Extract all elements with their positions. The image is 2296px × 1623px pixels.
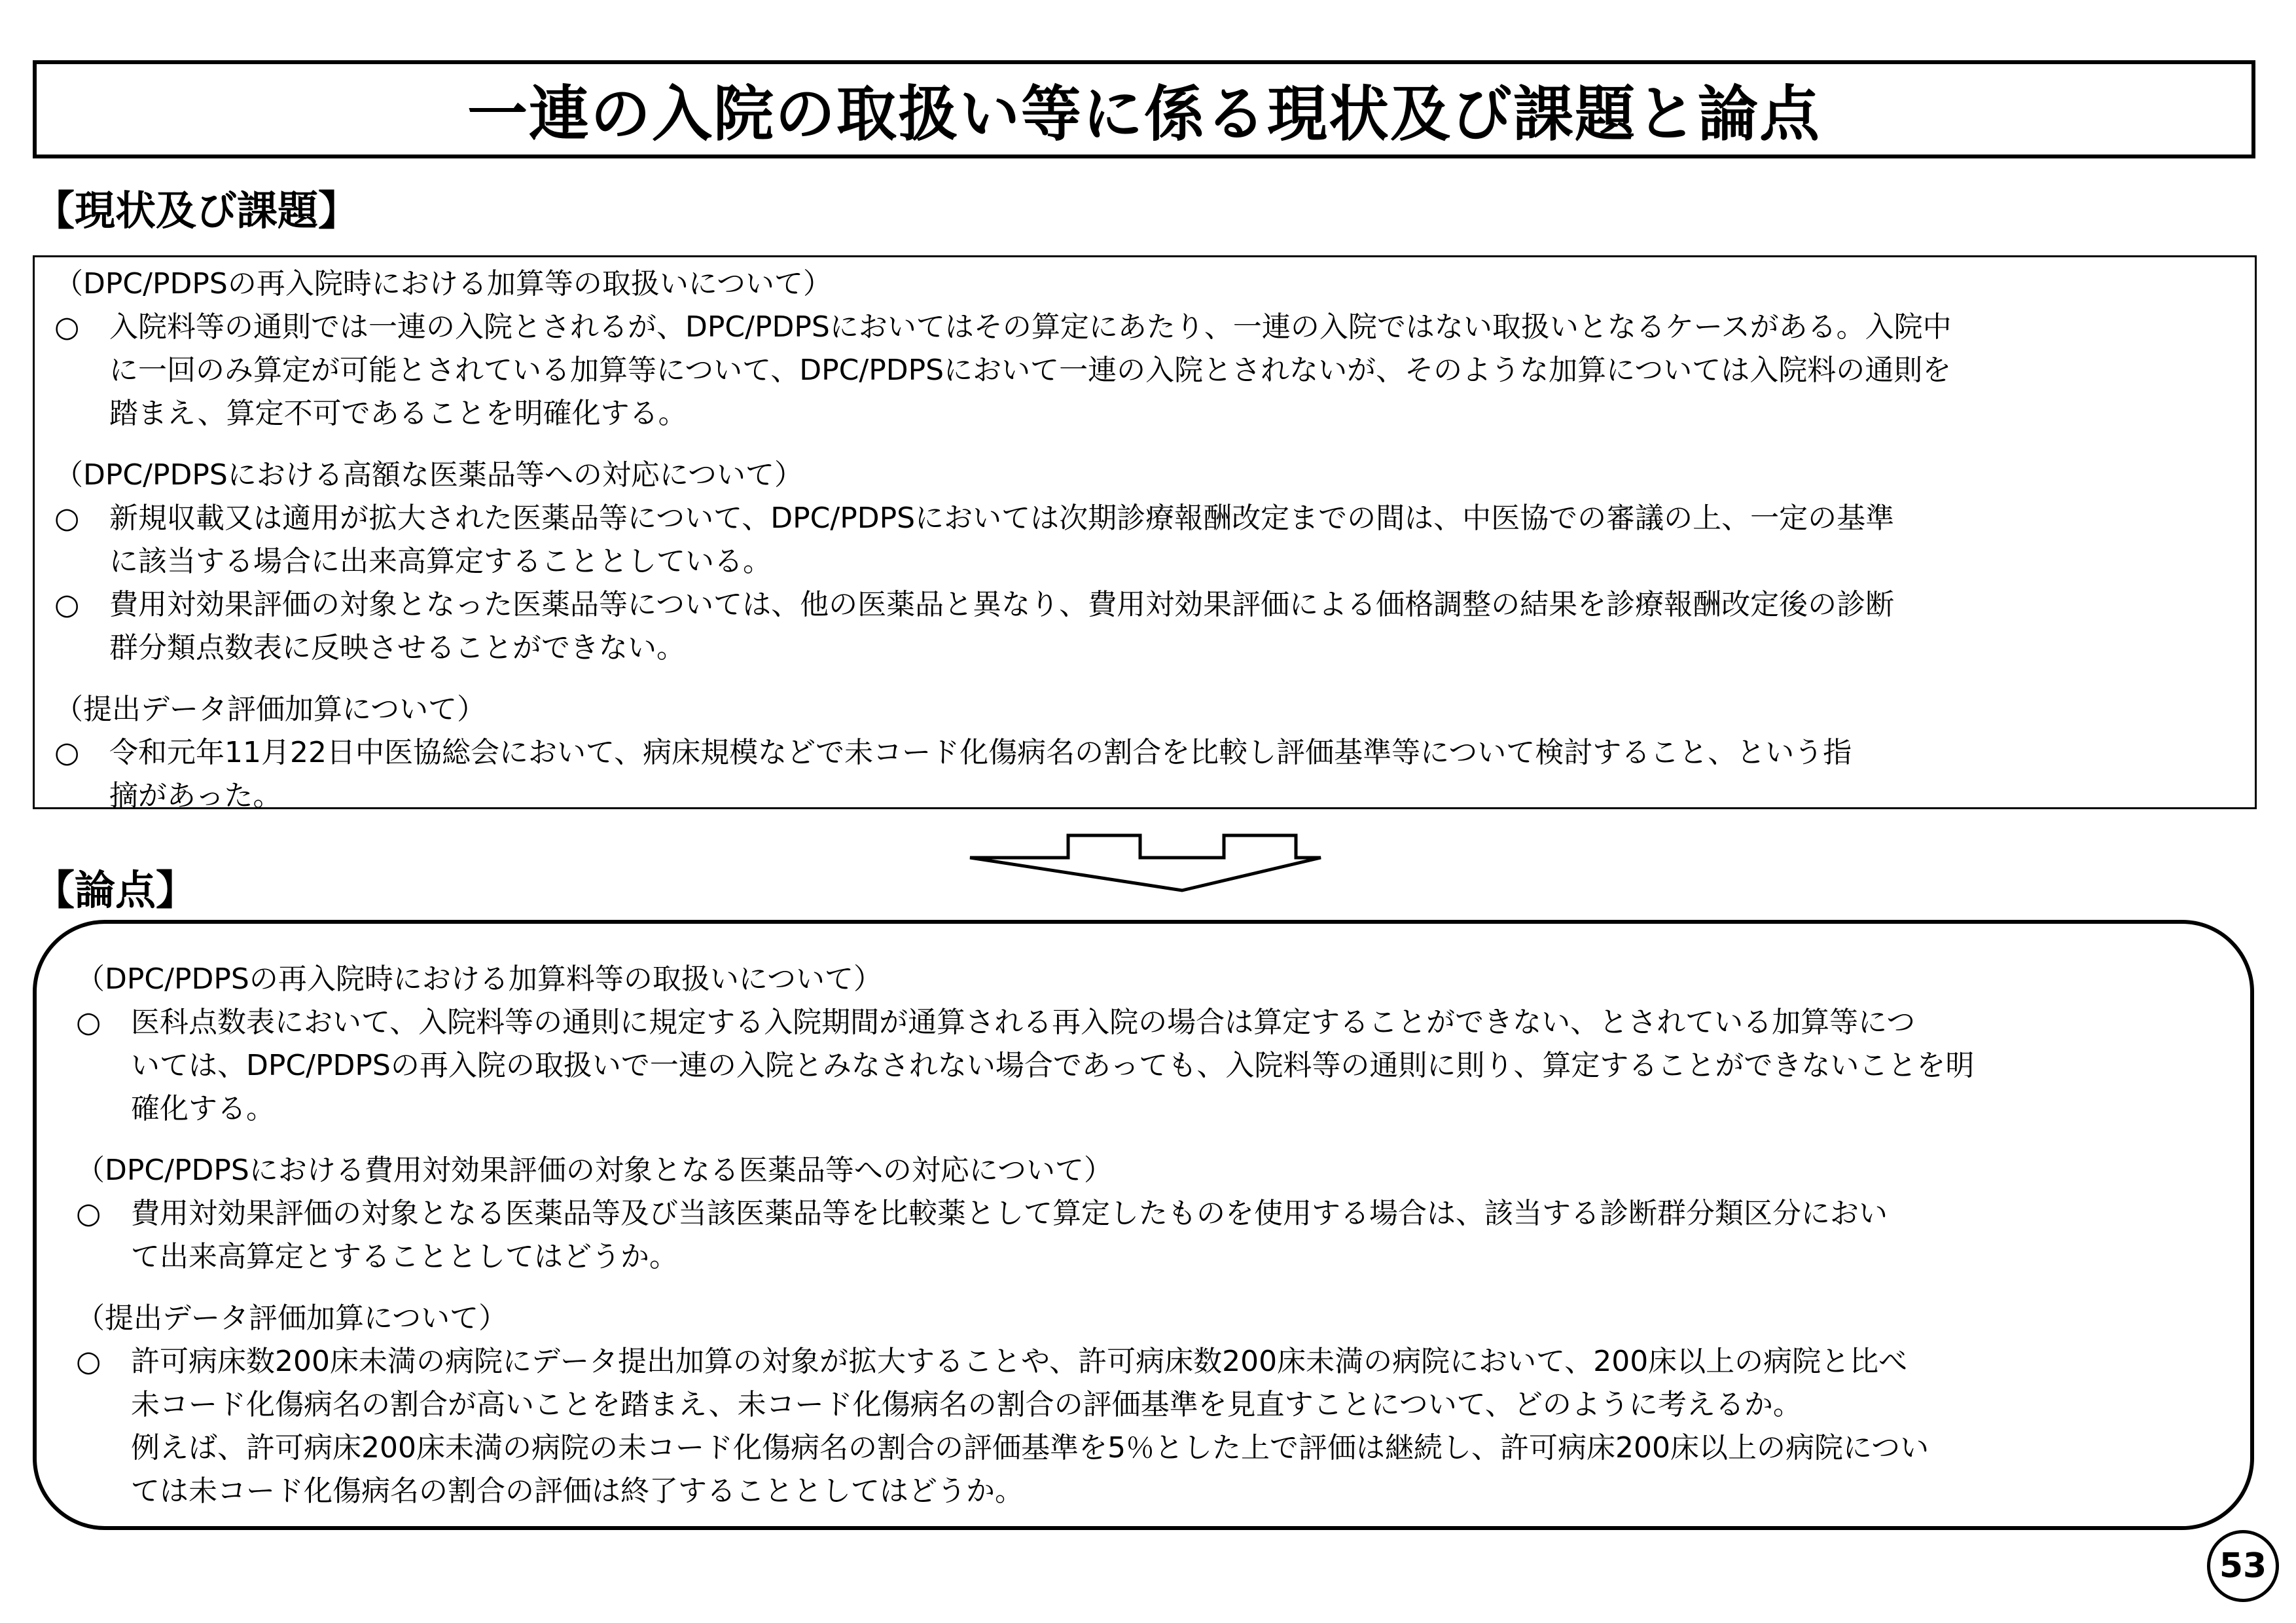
bullet-circle-icon: ○ bbox=[54, 310, 80, 344]
title-box bbox=[33, 60, 2255, 158]
page-number-badge bbox=[2207, 1530, 2279, 1602]
bullet-item bbox=[54, 731, 2235, 818]
bullet-line: に一回のみ算定が可能とされている加算等について、DPC/PDPSにおいて一連の入院とされないが、そのような加算については入院料の通則を bbox=[109, 354, 1952, 387]
topic bbox=[76, 1297, 2211, 1513]
bullet-item bbox=[76, 1001, 2211, 1131]
bullet-line: 確化する。 bbox=[131, 1092, 275, 1125]
bullet-line: 踏まえ、算定不可であることを明確化する。 bbox=[109, 397, 687, 430]
topic bbox=[54, 688, 2235, 818]
bullet-circle-icon: ○ bbox=[76, 1345, 101, 1378]
bullet-line: ては未コード化傷病名の割合の評価は終了することとしてはどうか。 bbox=[131, 1474, 1024, 1508]
bullet-circle-icon: ○ bbox=[76, 1006, 101, 1039]
topic bbox=[54, 263, 2235, 435]
bullet-text bbox=[131, 1001, 2211, 1131]
topic-heading: （DPC/PDPSの再入院時における加算等の取扱いについて） bbox=[54, 267, 832, 301]
bullet-line: に該当する場合に出来高算定することとしている。 bbox=[109, 545, 772, 578]
bullet-line: 費用対効果評価の対象となった医薬品等については、他の医薬品と異なり、費用対効果評価による価格調整の結果を診療報酬改定後の診断 bbox=[109, 588, 1895, 621]
topic-heading: （提出データ評価加算について） bbox=[76, 1302, 508, 1335]
bullet-text bbox=[109, 583, 2235, 670]
bullet-line: 医科点数表において、入院料等の通則に規定する入院期間が通算される再入院の場合は算定することができない、とされている加算等につ bbox=[131, 1006, 1916, 1039]
topic-heading: （提出データ評価加算について） bbox=[54, 693, 486, 726]
bullet-text bbox=[109, 731, 2235, 818]
bullet-line: 摘があった。 bbox=[109, 779, 282, 812]
bullet-line: 令和元年11月22日中医協総会において、病床規模などで未コード化傷病名の割合を比較し評価基準等について検討すること、という指 bbox=[109, 736, 1852, 769]
bullet-item bbox=[76, 1340, 2211, 1513]
bullet-line: 新規収載又は適用が拡大された医薬品等について、DPC/PDPSにおいては次期診療報酬改定までの間は、中医協での審議の上、一定の基準 bbox=[109, 501, 1895, 535]
bullet-item bbox=[54, 497, 2235, 583]
topic-heading: （DPC/PDPSにおける費用対効果評価の対象となる医薬品等への対応について） bbox=[76, 1154, 1113, 1187]
page-number: 53 bbox=[2219, 1546, 2267, 1586]
bullet-text bbox=[109, 306, 2235, 435]
bullet-line: 入院料等の通則では一連の入院とされるが、DPC/PDPSにおいてはその算定にあたり、一連の入院ではない取扱いとなるケースがある。入院中 bbox=[109, 310, 1952, 344]
bullet-line: 費用対効果評価の対象となる医薬品等及び当該医薬品等を比較薬として算定したものを使用する場合は、該当する診断群分類区分におい bbox=[131, 1197, 1888, 1230]
bullet-line: 未コード化傷病名の割合が高いことを踏まえ、未コード化傷病名の割合の評価基準を見直すことについて、どのように考えるか。 bbox=[131, 1388, 1802, 1421]
bullet-item bbox=[54, 583, 2235, 670]
bullet-item bbox=[54, 306, 2235, 435]
bullet-line: 群分類点数表に反映させることができない。 bbox=[109, 631, 685, 665]
issues-box bbox=[33, 920, 2254, 1530]
bullet-circle-icon: ○ bbox=[54, 588, 80, 621]
bullet-circle-icon: ○ bbox=[54, 501, 80, 535]
bullet-text bbox=[109, 497, 2235, 583]
bullet-line: 例えば、許可病床200床未満の病院の未コード化傷病名の割合の評価基準を5％とした上で評価は継続し、許可病床200床以上の病院につい bbox=[131, 1431, 1929, 1465]
topic bbox=[76, 1149, 2211, 1279]
bullet-circle-icon: ○ bbox=[54, 736, 80, 769]
bullet-circle-icon: ○ bbox=[76, 1197, 101, 1230]
topic bbox=[54, 454, 2235, 670]
bullet-line: て出来高算定とすることとしてはどうか。 bbox=[131, 1240, 678, 1273]
topic bbox=[76, 958, 2211, 1131]
issues-section-heading: 【論点】 bbox=[34, 866, 197, 914]
bullet-item bbox=[76, 1192, 2211, 1279]
bullet-text bbox=[131, 1192, 2211, 1279]
bullet-line: 許可病床数200床未満の病院にデータ提出加算の対象が拡大することや、許可病床数200床未満の病院において、200床以上の病院と比べ bbox=[131, 1345, 1908, 1378]
bullet-text bbox=[131, 1340, 2211, 1513]
status-section-heading: 【現状及び課題】 bbox=[34, 187, 359, 234]
status-box bbox=[33, 255, 2257, 812]
topic-heading: （DPC/PDPSの再入院時における加算料等の取扱いについて） bbox=[76, 962, 882, 996]
page-title: 一連の入院の取扱い等に係る現状及び課題と論点 bbox=[467, 79, 1821, 149]
down-arrow-icon bbox=[962, 830, 1329, 896]
topic-heading: （DPC/PDPSにおける高額な医薬品等への対応について） bbox=[54, 458, 803, 492]
bullet-line: いては、DPC/PDPSの再入院の取扱いで一連の入院とみなされない場合であっても、入院料等の通則に則り、算定することができないことを明 bbox=[131, 1049, 1975, 1082]
